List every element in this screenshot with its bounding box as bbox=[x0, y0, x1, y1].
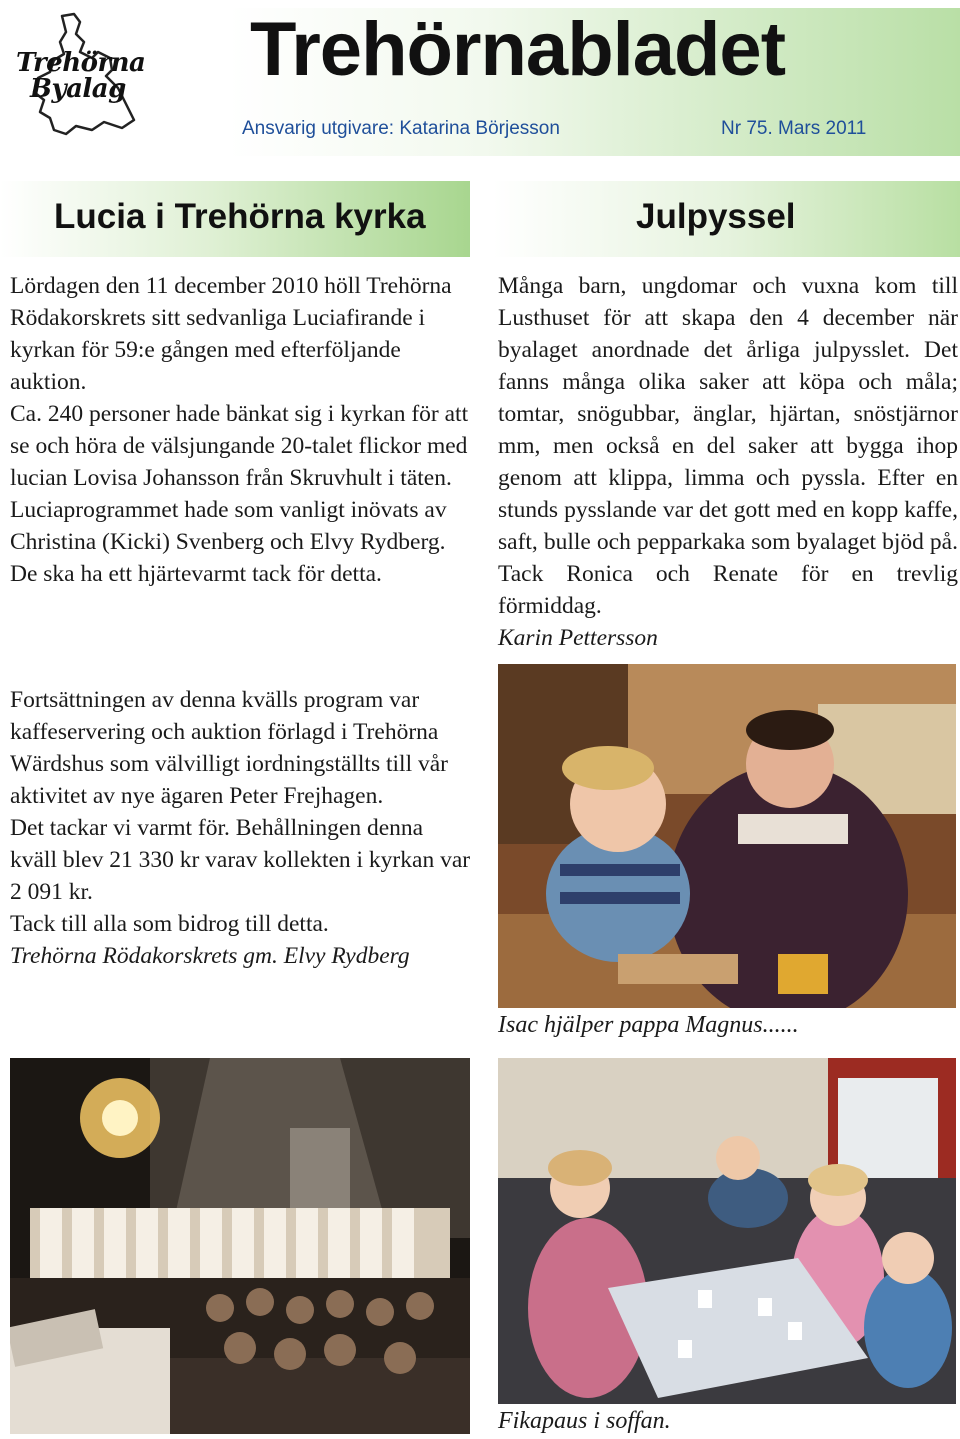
photo-caption-fikapaus: Fikapaus i soffan. bbox=[498, 1408, 671, 1434]
photo-lucia-church bbox=[10, 1058, 470, 1434]
lucia-paragraph-5: Det tackar vi varmt för. Behållningen denna kväll blev 21 330 kr varav kollekten i kyrkan var 2 091 kr. bbox=[10, 815, 471, 905]
photo-isac-and-magnus bbox=[498, 664, 956, 1008]
photo-fikapaus bbox=[498, 1058, 956, 1404]
lucia-paragraph-2: Ca. 240 personer hade bänkat sig i kyrkan för att se och höra de välsjungande 20-talet flickor med lucian Lovisa Johansson från Skruvhult i täten. bbox=[10, 401, 469, 491]
issue-number: Nr 75. Mars 2011 bbox=[721, 118, 867, 139]
logo-text-line2: Byalag bbox=[30, 74, 126, 104]
lucia-signature: Trehörna Rödakorskrets gm. Elvy Rydberg bbox=[10, 943, 410, 969]
photo-caption-isac: Isac hjälper pappa Magnus...... bbox=[498, 1012, 799, 1038]
lucia-paragraph-4: Fortsättningen av denna kvälls program var kaffeservering och auktion förlagd i Trehörna Wärdshus som välvilligt iordningställts till vår aktivitet av nye ägaren Peter Frejhagen. bbox=[10, 687, 448, 809]
lucia-paragraph-3: Luciaprogrammet hade som vanligt inövats av Christina (Kicki) Svenberg och Elvy Rydberg. De ska ha ett hjärtevarmt tack för detta. bbox=[10, 497, 447, 587]
lucia-heading: Lucia i Trehörna kyrka bbox=[54, 197, 426, 236]
logo-text-line1: Trehörna bbox=[16, 48, 146, 78]
julpyssel-body: Många barn, ungdomar och vuxna kom till Lusthuset för att skapa den 4 december när byalaget anordnade det årliga julpysslet. Det fanns många olika saker att köpa och måla; tomtar, snögubbar, änglar, hjärtan, snöstjärnor mm, men också en del saker att bygga ihop genom att klippa, limma och pyssla. Efter en stunds pysslande var det gott med en kopp kaffe, saft, bulle och pepparkaka som byalaget bjöd på. Tack Ronica och Renate för en trevlig förmiddag. bbox=[498, 273, 958, 619]
lucia-paragraph-6: Tack till alla som bidrog till detta. bbox=[10, 911, 329, 937]
lucia-paragraph-1: Lördagen den 11 december 2010 höll Trehörna Rödakorskrets sitt sedvanliga Luciafirande i kyrkan för 59:e gången med efterföljande auktion. bbox=[10, 273, 452, 395]
publisher-line: Ansvarig utgivare: Katarina Börjesson bbox=[242, 118, 560, 139]
julpyssel-signature: Karin Pettersson bbox=[498, 625, 658, 651]
newsletter-title: Trehörnabladet bbox=[250, 7, 785, 92]
julpyssel-article bbox=[498, 270, 958, 654]
lucia-article-part2 bbox=[10, 684, 472, 972]
byalag-logo bbox=[14, 12, 146, 136]
julpyssel-heading: Julpyssel bbox=[636, 197, 796, 236]
lucia-article-part1 bbox=[10, 270, 472, 590]
